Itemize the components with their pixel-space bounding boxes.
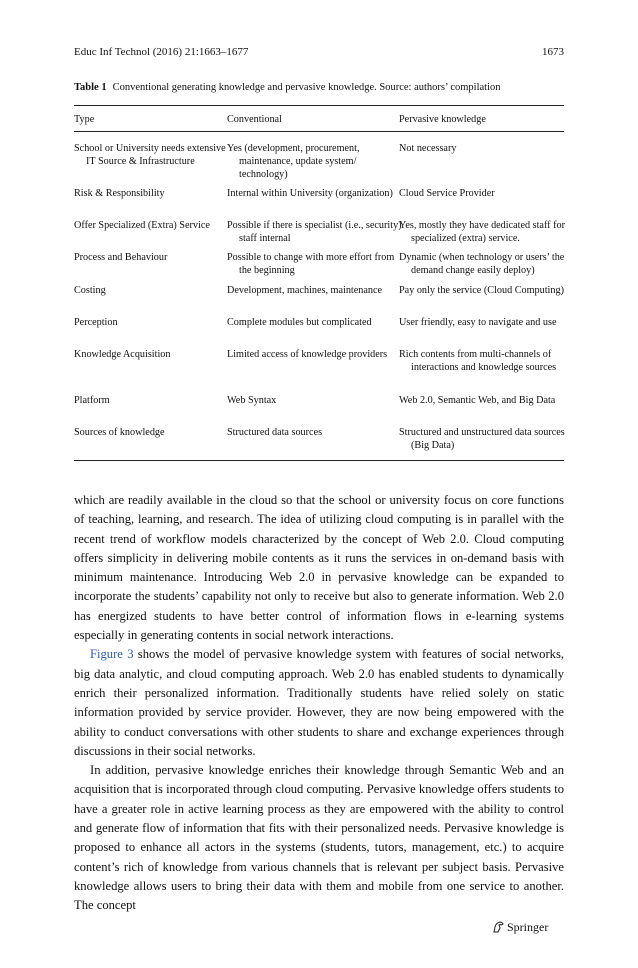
table-cell: Knowledge Acquisition (74, 349, 171, 360)
paragraph-text: shows the model of pervasive knowledge system with features of social networks, big data analytic, and cloud computing approach. Web 2.0 has enabled students to dynamically enrich their personalized information. Traditionally students have relied solely on static information provided by service provider. However, they are now being empowered with the ability to conduct conversations with other students to share and exchange experiences through discussions in their social networks. (74, 647, 565, 758)
table-top-rule (74, 105, 564, 106)
table-header-rule (74, 131, 564, 132)
table-cell: Complete modules but complicated (227, 317, 372, 328)
table-cell: Sources of knowledge (74, 427, 165, 438)
table-caption-text: Conventional generating knowledge and pervasive knowledge. Source: authors’ compilation (112, 82, 501, 93)
table-cell: Limited access of knowledge providers (227, 349, 388, 360)
column-header: Pervasive knowledge (399, 114, 486, 125)
table-cell: Rich contents from multi-channels of interactions and knowledge sources (399, 349, 557, 373)
table-cell: Process and Behaviour (74, 252, 168, 263)
table-cell: Yes (development, procurement, maintenance, update system/ technology) (227, 143, 360, 180)
table-bottom-rule (74, 460, 564, 461)
paragraph (74, 645, 564, 761)
table-cell: School or University needs extensive IT Source & Infrastructure (74, 143, 226, 167)
table-cell: Internal within University (organization) (227, 188, 393, 199)
table-cell: Costing (74, 285, 106, 296)
running-header (74, 46, 564, 62)
table-caption (74, 82, 564, 93)
publisher-mark (492, 920, 548, 935)
publisher-name: Springer (507, 920, 549, 934)
table-cell: Not necessary (399, 143, 457, 154)
table-cell: Perception (74, 317, 118, 328)
table-cell: Development, machines, maintenance (227, 285, 383, 296)
page-number: 1673 (542, 46, 564, 58)
table-label: Table 1 (74, 82, 107, 93)
journal-citation: Educ Inf Technol (2016) 21:1663–1677 (74, 46, 249, 58)
table-cell: Dynamic (when technology or users’ the demand change easily deploy) (399, 252, 565, 276)
column-header: Conventional (227, 114, 282, 125)
table-cell: Structured data sources (227, 427, 323, 438)
column-header: Type (74, 114, 95, 125)
table-cell: Structured and unstructured data sources (Big Data) (399, 427, 565, 451)
table-cell: Possible if there is specialist (i.e., security) staff internal (227, 220, 402, 244)
paragraph: In addition, pervasive knowledge enriches their knowledge through Semantic Web and an acquisition that is incorporated through cloud computing. Pervasive knowledge offers students to have a greater role in active learning process as they are empowered with the ability to control and generate flow of information that fits with their personalized needs. Pervasive knowledge is proposed to enhance all actors in the systems (students, tutors, management, etc.) to acquire content’s rich of knowledge from various channels that is relevant per subject basis. Pervasive knowledge allows users to bring their data with them and mobile from one service to another. The concept (74, 763, 564, 913)
table-cell: Web 2.0, Semantic Web, and Big Data (399, 395, 556, 406)
table-cell: Web Syntax (227, 395, 277, 406)
springer-horse-icon (492, 921, 504, 933)
table-cell: Risk & Responsibility (74, 188, 165, 199)
table-cell: Yes, mostly they have dedicated staff for specialized (extra) service. (399, 220, 565, 244)
table-cell: Cloud Service Provider (399, 188, 495, 199)
table-cell: Offer Specialized (Extra) Service (74, 220, 210, 231)
table-cell: User friendly, easy to navigate and use (399, 317, 557, 328)
table-cell: Possible to change with more effort from the beginning (227, 252, 395, 276)
table-cell: Pay only the service (Cloud Computing) (399, 285, 564, 296)
body-text (74, 491, 564, 916)
paragraph: which are readily available in the cloud so that the school or university focus on core functions of teaching, learning, and research. The idea of utilizing cloud computing is in parallel with the recent trend of workflow models characterized by the concept of Web 2.0. Cloud computing offers simplicity in delivering mobile contents as it runs the services in on-demand basis with minimum maintenance. Introducing Web 2.0 in pervasive knowledge can be expanded to incorporate the students’ capability not only to receive but also to generate information. Web 2.0 has energized students to have better control of information flows in e-learning systems especially in generating contents in social network interactions. (74, 493, 564, 643)
figure-3-link[interactable]: Figure 3 (90, 647, 134, 662)
table-cell: Platform (74, 395, 110, 406)
